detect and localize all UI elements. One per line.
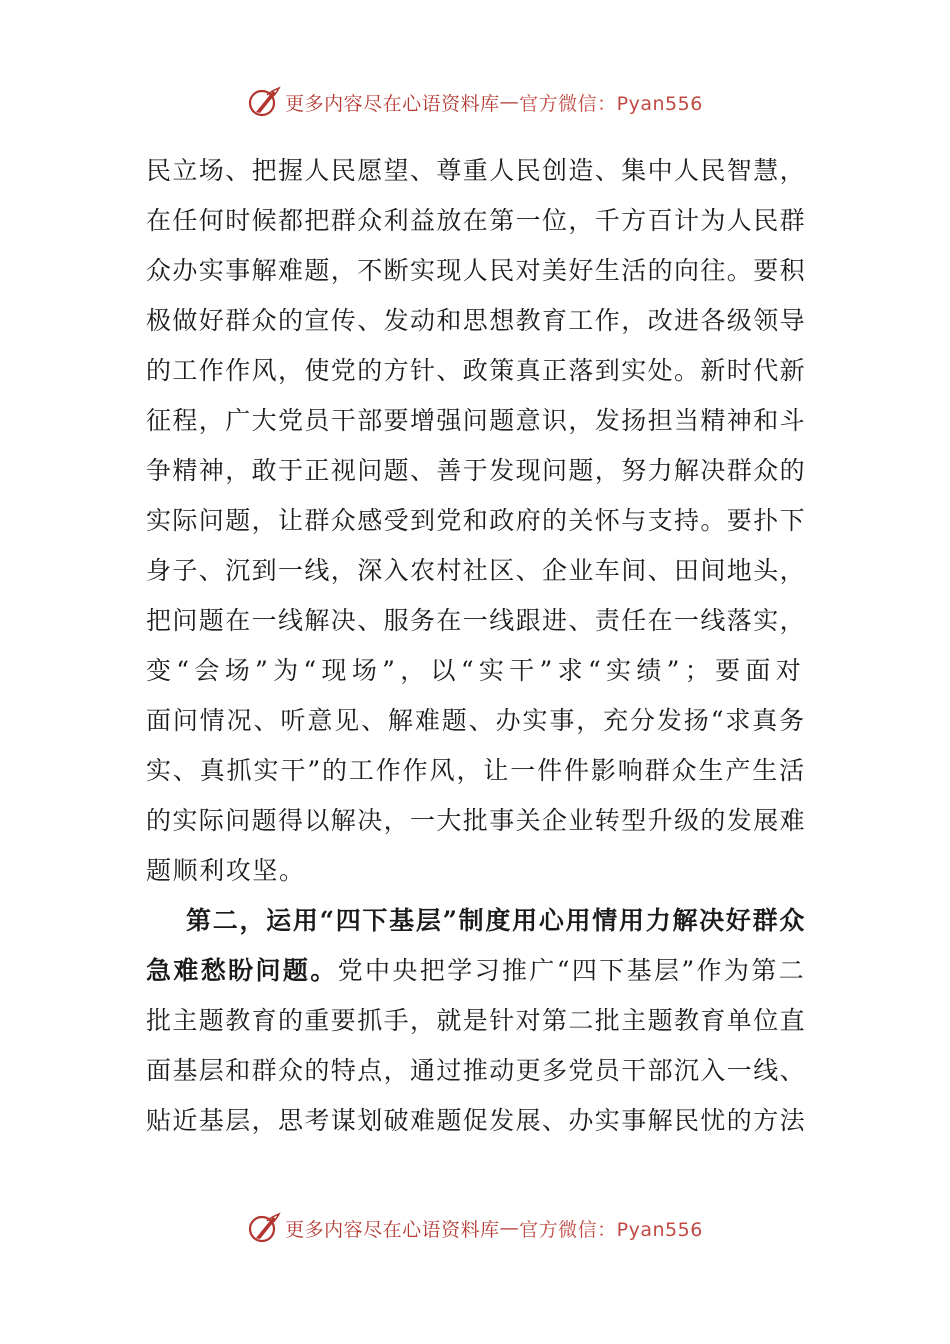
header-brand-text: 更多内容尽在心语资料库 [285, 92, 500, 115]
text-line [146, 146, 806, 196]
text-line-content: 实、真抓实干”的工作作风，让一件件影响群众生产生活 [146, 756, 807, 785]
text-line [146, 596, 806, 646]
text-line-content: 众办实事解难题，不断实现人民对美好生活的向往。要积 [146, 256, 807, 285]
text-line [146, 546, 806, 596]
text-line-content: 变“会场”为“现场”，以“实干”求“实绩”；要面对 [146, 656, 806, 685]
paragraph-2-heading: 第二，运用“四下基层”制度用心用情用力解决好群众 [186, 906, 807, 935]
paragraph-2-line [146, 946, 806, 996]
quill-pen-logo-icon [247, 85, 281, 119]
text-line-content: 面问情况、听意见、解难题、办实事，充分发扬“求真务 [146, 706, 807, 735]
header-watermark [0, 82, 950, 122]
footer-watermark [0, 1208, 950, 1248]
footer-separator: — [499, 1217, 520, 1239]
text-line [146, 446, 806, 496]
text-line-content: 把问题在一线解决、服务在一线跟进、责任在一线落实， [146, 606, 807, 635]
paragraph-2-line-text: 党中央把学习推广“四下基层”作为第二 [337, 956, 807, 985]
text-line-content: 批主题教育的重要抓手，就是针对第二批主题教育单位直 [146, 1006, 807, 1035]
text-line [146, 996, 806, 1046]
paragraph-1 [146, 146, 806, 896]
header-contact-text: 官方微信：Pyan556 [519, 92, 703, 115]
text-line [146, 396, 806, 446]
quill-pen-logo-icon [247, 1211, 281, 1245]
text-line [146, 346, 806, 396]
text-line-content: 题顺利攻坚。 [146, 856, 306, 885]
text-line-content: 在任何时候都把群众利益放在第一位，千方百计为人民群 [146, 206, 807, 235]
text-line-content: 面基层和群众的特点，通过推动更多党员干部沉入一线、 [146, 1056, 807, 1085]
text-line [146, 796, 806, 846]
text-line [146, 746, 806, 796]
text-line [146, 1046, 806, 1096]
text-line-content: 极做好群众的宣传、发动和思想教育工作，改进各级领导 [146, 306, 807, 335]
text-line-content: 实际问题，让群众感受到党和政府的关怀与支持。要扑下 [146, 506, 807, 535]
text-line [146, 296, 806, 346]
text-line [146, 696, 806, 746]
text-line-content: 征程，广大党员干部要增强问题意识，发扬担当精神和斗 [146, 406, 807, 435]
text-line [146, 1096, 806, 1146]
text-line [146, 196, 806, 246]
footer-contact-text: 官方微信：Pyan556 [519, 1218, 703, 1241]
text-line-content: 争精神，敢于正视问题、善于发现问题，努力解决群众的 [146, 456, 807, 485]
header-separator: — [499, 91, 520, 113]
text-line [146, 646, 806, 696]
text-line-content: 的工作作风，使党的方针、政策真正落到实处。新时代新 [146, 356, 807, 385]
paragraph-2-heading-line [146, 896, 806, 946]
text-line-content: 的实际问题得以解决，一大批事关企业转型升级的发展难 [146, 806, 807, 835]
text-line-content: 身子、沉到一线，深入农村社区、企业车间、田间地头， [146, 556, 807, 585]
text-line [146, 846, 806, 896]
paragraph-2-heading-end: 急难愁盼问题。 [146, 956, 338, 985]
text-line-content: 贴近基层，思考谋划破难题促发展、办实事解民忧的方法 [146, 1106, 807, 1135]
text-line [146, 496, 806, 546]
document-body [146, 146, 806, 1146]
text-line-content: 民立场、把握人民愿望、尊重人民创造、集中人民智慧， [146, 156, 807, 185]
paragraph-2 [146, 896, 806, 1146]
footer-brand-text: 更多内容尽在心语资料库 [285, 1218, 500, 1241]
text-line [146, 246, 806, 296]
